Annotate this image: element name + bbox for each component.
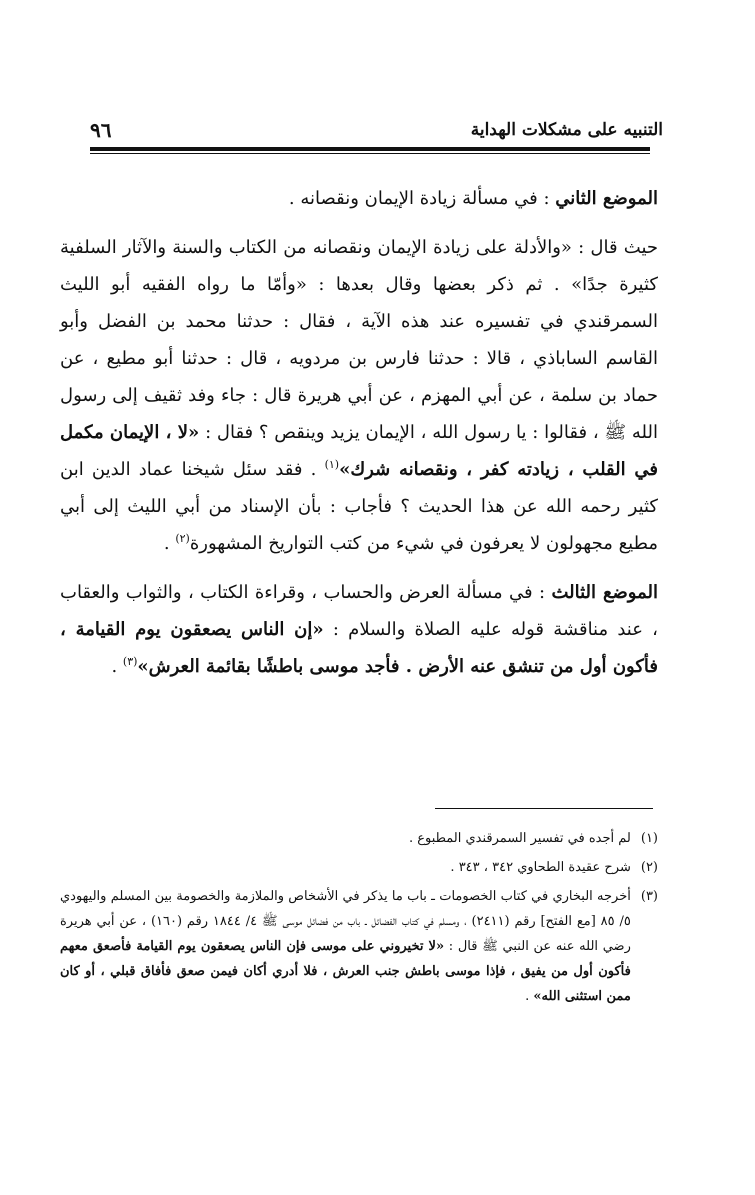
header-title: التنبيه على مشكلات الهداية bbox=[470, 120, 663, 140]
footnote-number: (١) bbox=[640, 831, 658, 846]
footnote-ref-3[interactable]: (٣) bbox=[122, 655, 138, 668]
footnote-separator bbox=[435, 808, 653, 809]
footnotes bbox=[60, 826, 658, 1013]
footnote-hadith-quote: «لا تخيروني على موسى فإن الناس يصعقون يوم القيامة فأصعق معهم فأكون أول من يفيق ، فإذا موسى باطش جنب العرش ، فلا أدري أكان فيمن صعق فأفاق قبلي ، أو كان ممن استثنى الله» bbox=[60, 939, 631, 1004]
footnote-2 bbox=[60, 855, 658, 880]
footnote-text: لم أجده في تفسير السمرقندي المطبوع . bbox=[408, 831, 631, 846]
period: . bbox=[163, 533, 176, 554]
paragraph-text: : في مسألة العرض والحساب ، وقراءة الكتاب ، والثواب والعقاب ، عند مناقشة قوله عليه الصلاة والسلام : bbox=[60, 582, 658, 640]
footnote-1 bbox=[60, 826, 658, 851]
paragraph-text-continued: . فقد سئل شيخنا عماد الدين ابن كثير رحمه الله عن هذا الحديث ؟ فأجاب : بأن الإسناد من أبي الليث إلى أبي مطيع مجهولون لا يعرفون في شيء من كتب التواريخ المشهورة bbox=[60, 459, 658, 554]
paragraph-hadith-discussion bbox=[60, 229, 658, 562]
section-lead-third: الموضع الثالث bbox=[551, 582, 658, 603]
paragraph-text: : في مسألة زيادة الإيمان ونقصانه . bbox=[288, 188, 550, 209]
footnote-number: (٢) bbox=[640, 860, 658, 875]
hadith-quote: «إن الناس يصعقون يوم القيامة ، فأكون أول من تنشق عنه الأرض . فأجد موسى باطشًا بقائمة العرش» bbox=[60, 619, 658, 677]
paragraph-second-position bbox=[60, 180, 658, 217]
running-header bbox=[90, 118, 663, 148]
page-number: ٩٦ bbox=[90, 118, 112, 142]
section-lead-second: الموضع الثاني bbox=[555, 188, 658, 209]
hadith-quote: «لا ، الإيمان مكمل في القلب ، زيادته كفر ، ونقصانه شرك» bbox=[60, 422, 658, 480]
footnote-text: شرح عقيدة الطحاوي ٣٤٢ ، ٣٤٣ . bbox=[450, 860, 631, 875]
period: . bbox=[525, 989, 534, 1004]
period: . bbox=[111, 656, 123, 677]
footnote-text: أخرجه البخاري في كتاب الخصومات ـ باب ما يذكر في الأشخاص والملازمة والخصومة بين المسلم واليهودي ٥/ ٨٥ [مع الفتح] رقم (٢٤١١) ، ومسلم في كتاب الفضائل ـ باب من فضائل موسى ﷺ ٤/ ١٨٤٤ رقم (١٦٠) ، عن أبي هريرة رضي الله عنه عن النبي ﷺ قال : bbox=[60, 889, 631, 954]
paragraph-text: حيث قال : «والأدلة على زيادة الإيمان ونقصانه من الكتاب والسنة والآثار السلفية كثيرة جدًا» . ثم ذكر بعضها وقال بعدها : «وأمّا ما رواه الفقيه أبو الليث السمرقندي في تفسيره عند هذه الآية ، فقال : حدثنا محمد بن الفضل وأبو القاسم الساباذي ، قالا : حدثنا فارس بن مردويه ، قال : حدثنا أبو مطيع ، عن حماد بن سلمة ، عن أبي المهزم ، عن أبي هريرة قال : جاء وفد ثقيف إلى رسول الله ﷺ ، فقالوا : يا رسول الله ، الإيمان يزيد وينقص ؟ فقال : bbox=[60, 237, 659, 443]
footnote-3 bbox=[60, 884, 658, 1009]
footnote-ref-2[interactable]: (٢) bbox=[175, 532, 190, 545]
paragraph-third-position bbox=[60, 574, 658, 685]
main-text bbox=[60, 180, 658, 685]
header-rule bbox=[90, 147, 650, 154]
footnote-number: (٣) bbox=[640, 889, 658, 904]
footnote-ref-1[interactable]: (١) bbox=[324, 458, 340, 471]
footnote-text-wrapper bbox=[60, 884, 631, 1009]
